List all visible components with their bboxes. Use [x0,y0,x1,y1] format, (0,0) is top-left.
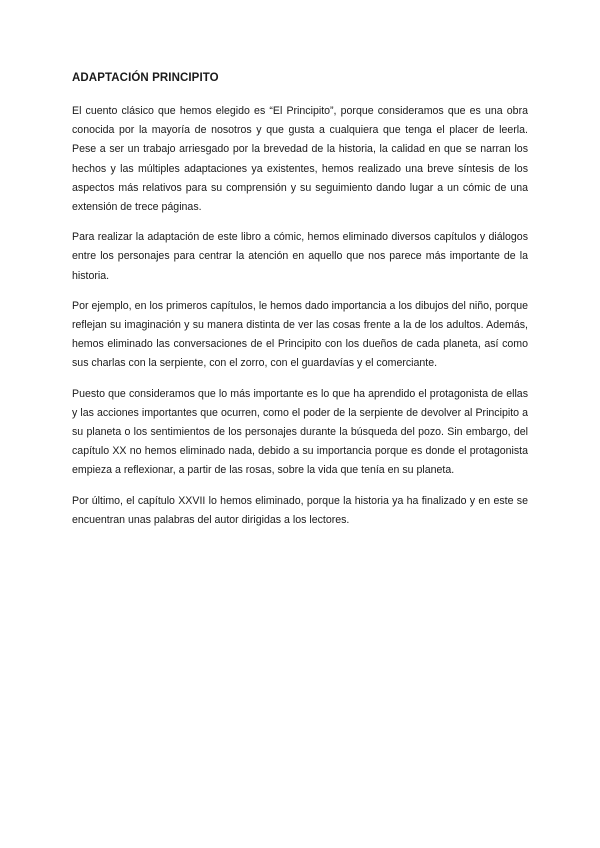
paragraph-intro: El cuento clásico que hemos elegido es “El Principito”, porque consideramos que es una obra conocida por la mayoría de nosotros y que gusta a cualquiera que tenga el placer de leerla. Pese a ser un trabajo arriesgado por la brevedad de la historia, la calidad en que se narran los hechos y las múltiples adaptaciones ya existentes, hemos realizado una breve síntesis de los aspectos más relativos para su comprensión y su seguimiento dando lugar a un cómic de una extensión de trece páginas. [72,105,528,214]
document-title: ADAPTACIÓN PRINCIPITO [72,72,219,84]
document-body [72,70,528,541]
paragraph-conclusion: Por último, el capítulo XXVII lo hemos eliminado, porque la historia ya ha finalizado y en este se encuentran unas palabras del autor dirigidas a los lectores. [72,494,528,526]
paragraph-example: Por ejemplo, en los primeros capítulos, le hemos dado importancia a los dibujos del niño, porque reflejan su imaginación y su manera distinta de ver las cosas frente a la de los adultos. Además, hemos eliminado las conversaciones de el Principito con los dueños de cada planeta, así como sus charlas con la serpiente, con el zorro, con el guardavías y el comerciante. [72,299,528,370]
paragraph-priorities: Puesto que consideramos que lo más importante es lo que ha aprendido el protagonista de ellas y las acciones importantes que ocurren, como el poder de la serpiente de devolver al Principito a su planeta o los sentimientos de los personajes durante la búsqueda del pozo. Sin embargo, del capítulo XX no hemos eliminado nada, debido a su importancia porque es donde el protagonista empieza a reflexionar, a partir de las rosas, sobre la vida que tenía en su planeta. [72,387,528,477]
paragraph-adaptation: Para realizar la adaptación de este libro a cómic, hemos eliminado diversos capítulos y diálogos entre los personajes para centrar la atención en aquello que nos parece más importante de la historia. [72,231,528,282]
